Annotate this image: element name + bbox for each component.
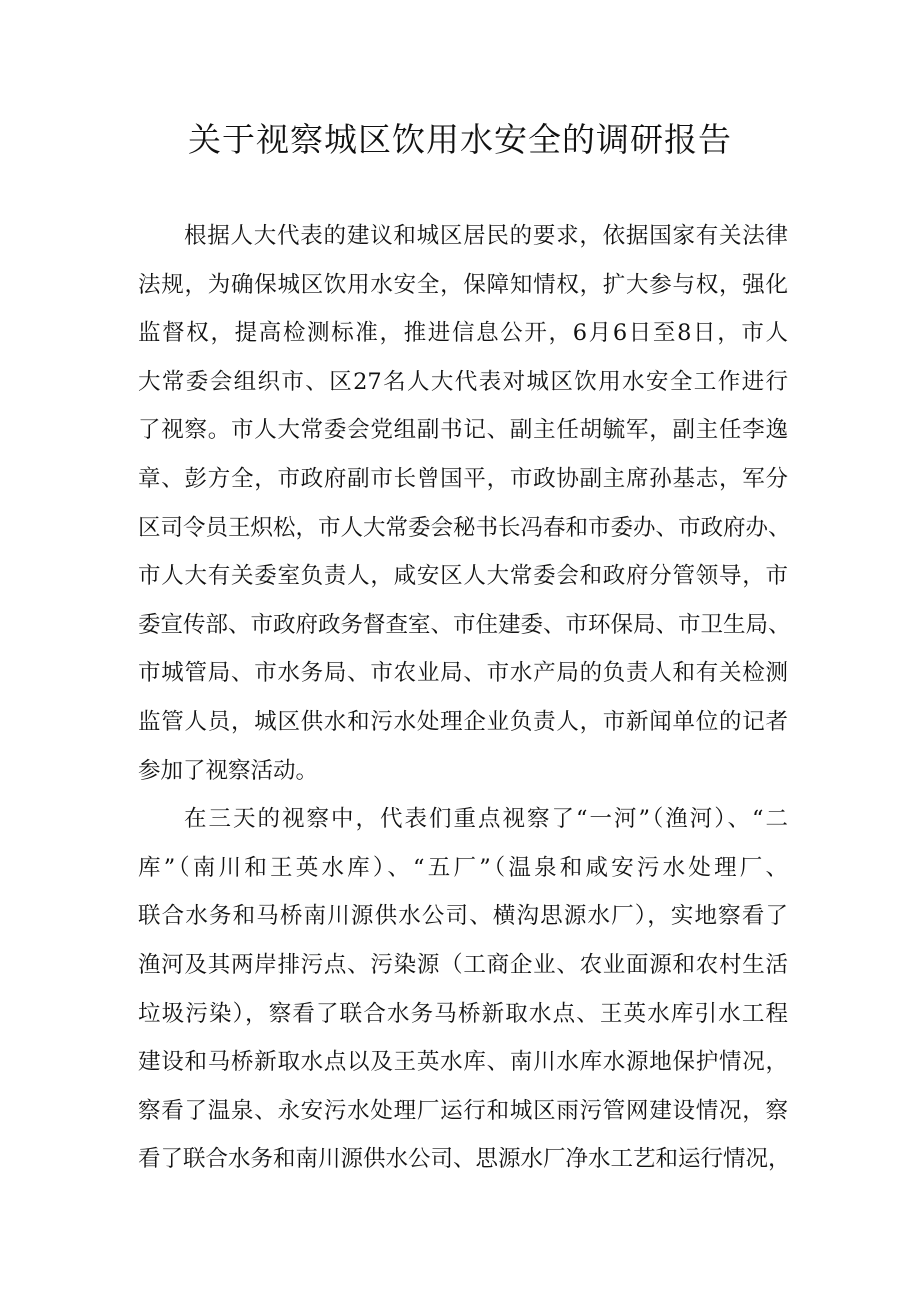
text-line: 市城管局、市水务局、市农业局、市水产局的负责人和有关检测	[138, 660, 788, 687]
text-line: 大常委会组织市、区27名人大代表对城区饮用水安全工作进行	[138, 368, 788, 395]
text-line: 库”（南川和王英水库）、“五厂”（温泉和咸安污水处理厂、	[138, 854, 788, 881]
document-body	[138, 212, 791, 1184]
text-line: 参加了视察活动。	[138, 757, 319, 784]
document-title: 关于视察城区饮用水安全的调研报告	[188, 120, 732, 159]
text-line: 看了联合水务和南川源供水公司、思源水厂净水工艺和运行情况，	[138, 1146, 791, 1173]
text-line: 监管人员，城区供水和污水处理企业负责人，市新闻单位的记者	[138, 708, 788, 735]
text-line: 察看了温泉、永安污水处理厂运行和城区雨污管网建设情况，察	[138, 1097, 788, 1124]
text-line: 区司令员王炽松，市人大常委会秘书长冯春和市委办、市政府办、	[138, 514, 791, 541]
text-line: 垃圾污染），察看了联合水务马桥新取水点、王英水库引水工程	[138, 1000, 788, 1027]
text-line: 根据人大代表的建议和城区居民的要求，依据国家有关法律	[184, 223, 788, 249]
text-line: 建设和马桥新取水点以及王英水库、南川水库水源地保护情况，	[138, 1049, 788, 1076]
paragraph-1	[138, 212, 791, 795]
text-line: 市人大有关委室负责人，咸安区人大常委会和政府分管领导，市	[138, 563, 788, 590]
text-line: 了视察。市人大常委会党组副书记、副主任胡毓军，副主任李逸	[138, 417, 788, 444]
text-line: 在三天的视察中，代表们重点视察了“一河”（渔河）、“二	[184, 806, 788, 833]
text-line: 渔河及其两岸排污点、污染源（工商企业、农业面源和农村生活	[138, 951, 788, 978]
text-line: 章、彭方全，市政府副市长曾国平，市政协副主席孙基志，军分	[138, 465, 788, 492]
paragraph-2	[138, 795, 791, 1184]
text-line: 联合水务和马桥南川源供水公司、横沟思源水厂），实地察看了	[138, 903, 788, 930]
text-line: 委宣传部、市政府政务督查室、市住建委、市环保局、市卫生局、	[138, 611, 791, 638]
text-line: 监督权，提高检测标准，推进信息公开，6月6日至8日，市人	[138, 320, 788, 347]
text-line: 法规，为确保城区饮用水安全，保障知情权，扩大参与权，强化	[138, 271, 788, 298]
